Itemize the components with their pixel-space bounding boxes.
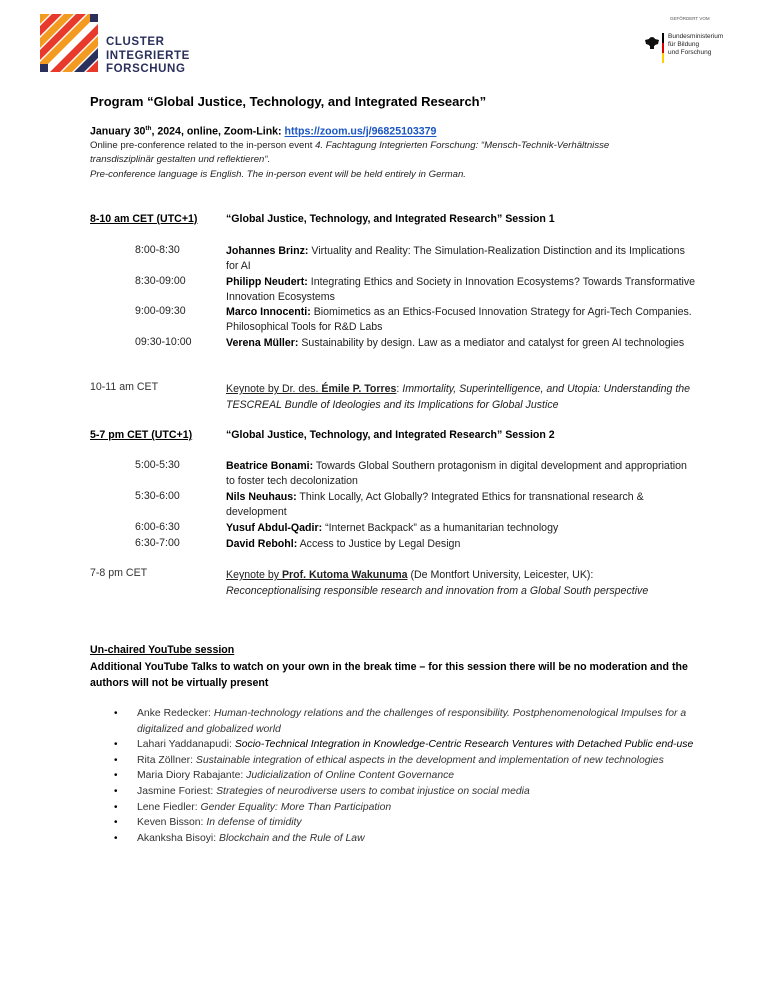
zoom-link[interactable]: https://zoom.us/j/96825103379 bbox=[284, 125, 437, 138]
list-item bbox=[110, 753, 710, 769]
talk-entry bbox=[226, 490, 696, 520]
list-item bbox=[110, 831, 710, 847]
intro-text: Online pre-conference related to the in-person event bbox=[90, 140, 316, 151]
page-title: Program “Global Justice, Technology, and Integrated Research” bbox=[90, 94, 487, 109]
talk-entry bbox=[226, 537, 696, 552]
talk-author: Keven Bisson: bbox=[137, 817, 204, 829]
talk-title: Access to Justice by Legal Design bbox=[297, 538, 461, 550]
list-item bbox=[110, 768, 710, 784]
slot-time: 9:00-09:30 bbox=[135, 305, 186, 317]
logo-line: INTEGRIERTE bbox=[106, 49, 190, 62]
bmbf-line: für Bildung bbox=[668, 41, 700, 48]
cluster-logo-mark-icon bbox=[40, 14, 102, 76]
date-prefix: January 30 bbox=[90, 125, 146, 138]
bmbf-line: Bundesministerium bbox=[668, 33, 724, 40]
list-item bbox=[110, 800, 710, 816]
talk-title: Think Locally, Act Globally? Integrated Ethics for transnational research & development bbox=[226, 491, 644, 518]
youtube-session-heading: Un-chaired YouTube session bbox=[90, 644, 235, 656]
keynote-title: Reconceptionalising responsible research and innovation from a Global South perspective bbox=[226, 585, 649, 597]
intro-line: transdisziplinär gestalten und reflektieren“. bbox=[90, 154, 271, 165]
keynote2 bbox=[226, 567, 696, 599]
slot-time: 6:30-7:00 bbox=[135, 537, 180, 549]
speaker-name: Philipp Neudert: bbox=[226, 276, 308, 288]
bmbf-name bbox=[668, 33, 723, 57]
talk-author: Akanksha Bisoyi: bbox=[137, 832, 217, 844]
bullet-icon: • bbox=[114, 708, 118, 719]
keynote-speaker: Prof. Kutoma Wakunuma bbox=[281, 569, 408, 581]
session1-title: “Global Justice, Technology, and Integrated Research” Session 1 bbox=[226, 213, 555, 225]
slot-time: 6:00-6:30 bbox=[135, 521, 180, 533]
talk-title: “Internet Backpack” as a humanitarian technology bbox=[322, 522, 559, 534]
speaker-name: Yusuf Abdul-Qadir: bbox=[226, 522, 323, 534]
session1-time: 8-10 am CET (UTC+1) bbox=[90, 213, 198, 225]
talk-title: In defense of timidity bbox=[203, 817, 302, 829]
talk-author: Lahari Yaddanapudi: bbox=[137, 739, 232, 751]
talk-title: Blockchain and the Rule of Law bbox=[216, 832, 365, 844]
keynote-title: Immortality, Superintelligence, and Utopia: Understanding the TESCREAL Bundle of Ideologies and its Implications for Global Justice bbox=[226, 383, 691, 411]
bullet-icon: • bbox=[114, 801, 118, 813]
bullet-icon: • bbox=[114, 832, 118, 844]
bmbf-line: und Forschung bbox=[668, 49, 712, 56]
date-suffix: , 2024, online, Zoom-Link: bbox=[151, 125, 285, 138]
talk-entry bbox=[226, 305, 696, 335]
talk-title: Towards Global Southern protagonism in digital development and appropriation to foster tech decolonization bbox=[226, 460, 687, 487]
talk-author: Maria Diory Rabajante: bbox=[137, 770, 244, 782]
speaker-name: Johannes Brinz: bbox=[226, 245, 309, 257]
talk-author: Anke Redecker: bbox=[137, 708, 211, 719]
slot-time: 8:30-09:00 bbox=[135, 275, 186, 287]
cluster-logo-text bbox=[106, 36, 190, 77]
federal-eagle-icon bbox=[644, 35, 660, 51]
keynote2-time: 7-8 pm CET bbox=[90, 567, 148, 579]
list-item bbox=[110, 815, 710, 831]
talk-title: Biomimetics as an Ethics-Focused Innovation Strategy for Agri-Tech Companies. Philosophical Tools for R&D Labs bbox=[226, 306, 692, 333]
intro-event: 4. Fachtagung Integrierten Forschung: “Mensch-Technik-Verhältnisse bbox=[315, 140, 610, 151]
intro-line bbox=[90, 140, 609, 151]
bmbf-funded-label: GEFÖRDERT VOM bbox=[670, 16, 710, 21]
intro-language-note: Pre-conference language is English. The in-person event will be held entirely in German. bbox=[90, 169, 466, 180]
list-item bbox=[110, 706, 710, 737]
bmbf-logo bbox=[640, 16, 750, 66]
date-sup: th bbox=[145, 125, 152, 132]
slot-time: 5:00-5:30 bbox=[135, 459, 180, 471]
youtube-session-description: Additional YouTube Talks to watch on your own in the break time – for this session there will be no moderation and the authors will not be virtually present bbox=[90, 661, 688, 689]
talk-entry bbox=[226, 336, 696, 351]
talk-author: Lene Fiedler: bbox=[137, 801, 198, 813]
talk-title: Gender Equality: More Than Participation bbox=[197, 801, 392, 813]
list-item bbox=[110, 737, 710, 753]
list-item bbox=[110, 784, 710, 800]
talk-title: Judicialization of Online Content Governance bbox=[243, 770, 455, 782]
date-line bbox=[90, 125, 436, 138]
slot-time: 5:30-6:00 bbox=[135, 490, 180, 502]
cluster-logo bbox=[40, 14, 240, 76]
session2-title: “Global Justice, Technology, and Integrated Research” Session 2 bbox=[226, 429, 555, 441]
slot-time: 8:00-8:30 bbox=[135, 244, 180, 256]
youtube-talk-list bbox=[110, 706, 710, 846]
bullet-icon: • bbox=[114, 754, 118, 766]
talk-title: Human-technology relations and the challenges of responsibility. Postphenomenological Impulses for a digitalized and globalized world bbox=[137, 708, 687, 735]
bullet-icon: • bbox=[114, 785, 118, 797]
bullet-icon: • bbox=[114, 770, 118, 782]
talk-title: Virtuality and Reality: The Simulation-Realization Distinction and its Implications for AI bbox=[226, 245, 685, 272]
talk-title: Sustainability by design. Law as a mediator and catalyst for green AI technologies bbox=[298, 337, 685, 349]
bullet-icon: • bbox=[114, 739, 118, 751]
talk-title: Integrating Ethics and Society in Innovation Ecosystems? Towards Transformative Innovation Ecosystems bbox=[226, 276, 696, 303]
keynote1-time: 10-11 am CET bbox=[90, 381, 159, 393]
talk-title: Strategies of neurodiverse users to combat injustice on social media bbox=[213, 785, 530, 797]
talk-entry bbox=[226, 244, 696, 274]
speaker-name: Nils Neuhaus: bbox=[226, 491, 297, 503]
speaker-name: Beatrice Bonami: bbox=[226, 460, 314, 472]
logo-line: FORSCHUNG bbox=[106, 63, 186, 75]
talk-entry bbox=[226, 275, 696, 305]
talk-author: Rita Zöllner: bbox=[137, 754, 194, 766]
talk-author: Jasmine Foriest: bbox=[137, 785, 214, 797]
talk-title: Sustainable integration of ethical aspects in the development and implementation of new technologies bbox=[193, 754, 664, 766]
speaker-name: Marco Innocenti: bbox=[226, 306, 311, 318]
talk-entry bbox=[226, 459, 696, 489]
keynote-speaker: Émile P. Torres bbox=[321, 383, 397, 395]
keynote1 bbox=[226, 381, 696, 413]
keynote-affiliation: (De Montfort University, Leicester, UK): bbox=[407, 569, 594, 581]
speaker-name: David Rebohl: bbox=[226, 538, 298, 550]
logo-line: CLUSTER bbox=[106, 36, 165, 48]
keynote-prefix: Keynote by Dr. des. bbox=[226, 383, 322, 395]
keynote-colon: : bbox=[396, 383, 400, 395]
session2-time: 5-7 pm CET (UTC+1) bbox=[90, 429, 193, 441]
slot-time: 09:30-10:00 bbox=[135, 336, 192, 348]
talk-title: Socio-Technical Integration in Knowledge-Centric Research Ventures with Detached Public end-use bbox=[231, 739, 694, 751]
german-flag-icon bbox=[662, 33, 664, 63]
keynote-prefix: Keynote by bbox=[226, 569, 282, 581]
speaker-name: Verena Müller: bbox=[226, 337, 299, 349]
talk-entry bbox=[226, 521, 696, 536]
bullet-icon: • bbox=[114, 817, 118, 829]
